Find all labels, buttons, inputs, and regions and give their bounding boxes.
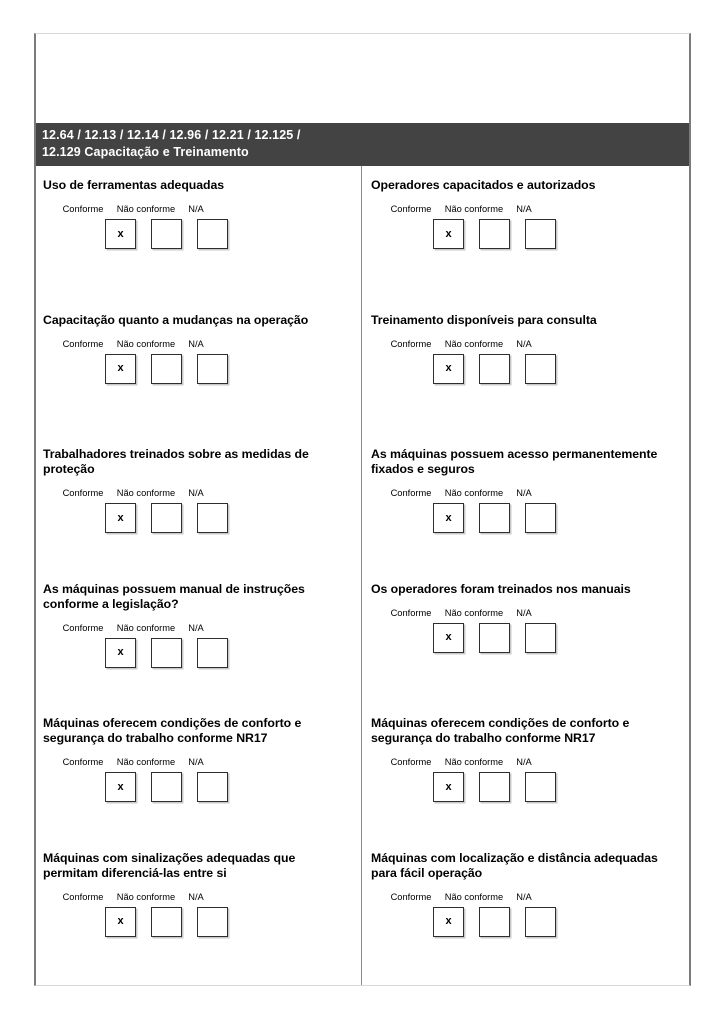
question-text: Operadores capacitados e autorizados: [371, 178, 596, 192]
question-block: [43, 851, 353, 986]
question-block: [371, 447, 681, 582]
checkbox-na[interactable]: [197, 772, 228, 802]
label-na: N/A: [188, 891, 204, 902]
question-block: [371, 582, 681, 717]
answer-checkboxes: [433, 623, 681, 653]
label-nao-conforme: Não conforme: [444, 488, 504, 498]
checkbox-na[interactable]: [197, 638, 228, 668]
answer-area: [43, 332, 353, 384]
label-nao-conforme: Não conforme: [444, 891, 504, 902]
question-text: Capacitação quanto a mudanças na operação: [43, 312, 309, 327]
question-text: Máquinas oferecem condições de conforto e segurança do trabalho conforme NR17: [43, 716, 302, 745]
label-na: N/A: [516, 204, 532, 214]
checkbox-na[interactable]: [525, 907, 556, 937]
checkbox-na[interactable]: [197, 219, 228, 249]
answer-area: [371, 885, 681, 937]
answer-labels: [383, 607, 681, 619]
checklist-table: [34, 33, 691, 986]
checkbox-conforme[interactable]: x: [105, 907, 136, 937]
checkbox-na[interactable]: [525, 503, 556, 533]
checkbox-nao-conforme[interactable]: [151, 907, 182, 937]
checkbox-conforme[interactable]: x: [105, 772, 136, 802]
checkbox-nao-conforme[interactable]: [151, 772, 182, 802]
checkbox-nao-conforme[interactable]: [479, 354, 510, 384]
checkbox-conforme[interactable]: x: [433, 503, 464, 533]
answer-labels: [383, 203, 681, 215]
label-na: N/A: [516, 757, 532, 767]
label-conforme: Conforme: [62, 488, 104, 498]
answer-checkboxes: [433, 772, 681, 802]
answer-area: [43, 885, 353, 937]
label-conforme: Conforme: [62, 622, 104, 633]
answer-area: [371, 332, 681, 384]
checkbox-na[interactable]: [197, 503, 228, 533]
label-na: N/A: [188, 204, 204, 214]
question-text: Treinamento disponíveis para consulta: [371, 312, 597, 327]
question-block: [43, 178, 353, 313]
answer-labels: [55, 338, 353, 350]
question-block: [43, 582, 353, 717]
question-block: [371, 178, 681, 313]
answer-labels: [383, 487, 681, 499]
question-text: As máquinas possuem acesso permanentemente fixados e seguros: [371, 447, 658, 476]
question-block: [43, 313, 353, 448]
label-conforme: Conforme: [62, 204, 104, 214]
checkbox-nao-conforme[interactable]: [151, 354, 182, 384]
answer-area: [371, 750, 681, 802]
answer-area: [371, 481, 681, 533]
answer-labels: [55, 756, 353, 768]
checkbox-conforme[interactable]: x: [433, 772, 464, 802]
checkbox-nao-conforme[interactable]: [479, 503, 510, 533]
answer-labels: [55, 891, 353, 903]
label-nao-conforme: Não conforme: [444, 607, 504, 618]
label-conforme: Conforme: [390, 338, 432, 349]
answer-checkboxes: [433, 503, 681, 533]
question-block: [43, 716, 353, 851]
answer-checkboxes: [105, 638, 353, 668]
question-text: Máquinas oferecem condições de conforto e segurança do trabalho conforme NR17: [371, 716, 630, 745]
label-na: N/A: [188, 757, 204, 767]
checkbox-conforme[interactable]: x: [433, 907, 464, 937]
label-conforme: Conforme: [62, 757, 104, 767]
checklist-columns: [36, 166, 689, 985]
answer-checkboxes: [433, 907, 681, 937]
label-nao-conforme: Não conforme: [116, 204, 176, 214]
checklist-column-right: [362, 166, 689, 985]
checkbox-conforme[interactable]: x: [433, 623, 464, 653]
label-na: N/A: [516, 488, 532, 498]
answer-checkboxes: [105, 772, 353, 802]
label-conforme: Conforme: [390, 757, 432, 767]
checkbox-conforme[interactable]: x: [105, 354, 136, 384]
label-na: N/A: [516, 338, 532, 349]
question-block: [371, 313, 681, 448]
question-block: [371, 716, 681, 851]
question-block: [43, 447, 353, 582]
checkbox-nao-conforme[interactable]: [151, 638, 182, 668]
checkbox-conforme[interactable]: x: [105, 219, 136, 249]
label-conforme: Conforme: [390, 488, 432, 498]
label-conforme: Conforme: [390, 891, 432, 902]
answer-labels: [55, 487, 353, 499]
label-na: N/A: [188, 338, 204, 349]
answer-checkboxes: [105, 219, 353, 249]
table-blank-top-row: [36, 34, 689, 123]
answer-labels: [383, 756, 681, 768]
answer-area: [43, 481, 353, 533]
label-conforme: Conforme: [390, 204, 432, 214]
checkbox-nao-conforme[interactable]: [479, 623, 510, 653]
checkbox-conforme[interactable]: x: [105, 503, 136, 533]
section-header-line-1: 12.64 / 12.13 / 12.14 / 12.96 / 12.21 / 12.125 /: [42, 128, 301, 142]
question-text: Máquinas com localização e distância adequadas para fácil operação: [371, 850, 658, 880]
label-na: N/A: [516, 607, 532, 618]
label-conforme: Conforme: [390, 607, 432, 618]
checkbox-na[interactable]: [197, 907, 228, 937]
checkbox-na[interactable]: [525, 219, 556, 249]
answer-labels: [383, 338, 681, 350]
checkbox-na[interactable]: [197, 354, 228, 384]
question-text: Máquinas com sinalizações adequadas que permitam diferenciá-las entre si: [43, 850, 296, 880]
question-text: Os operadores foram treinados nos manuais: [371, 581, 631, 596]
label-nao-conforme: Não conforme: [444, 204, 504, 214]
label-conforme: Conforme: [62, 891, 104, 902]
answer-labels: [383, 891, 681, 903]
answer-area: [371, 601, 681, 653]
question-text: Trabalhadores treinados sobre as medidas de proteção: [43, 447, 309, 476]
label-na: N/A: [516, 891, 532, 902]
answer-checkboxes: [433, 219, 681, 249]
checkbox-na[interactable]: [525, 354, 556, 384]
answer-labels: [55, 203, 353, 215]
answer-labels: [55, 622, 353, 634]
answer-area: [43, 197, 353, 249]
section-header-line-2: 12.129 Capacitação e Treinamento: [42, 145, 249, 159]
label-nao-conforme: Não conforme: [444, 338, 504, 349]
answer-checkboxes: [105, 503, 353, 533]
label-na: N/A: [188, 622, 204, 633]
label-na: N/A: [188, 488, 204, 498]
answer-area: [43, 750, 353, 802]
label-nao-conforme: Não conforme: [116, 622, 176, 633]
checkbox-conforme[interactable]: x: [433, 354, 464, 384]
label-nao-conforme: Não conforme: [116, 338, 176, 349]
checkbox-conforme[interactable]: x: [105, 638, 136, 668]
checkbox-nao-conforme[interactable]: [479, 219, 510, 249]
answer-area: [371, 197, 681, 249]
question-text: As máquinas possuem manual de instruções conforme a legislação?: [43, 581, 305, 611]
checkbox-nao-conforme[interactable]: [479, 772, 510, 802]
answer-checkboxes: [105, 907, 353, 937]
checkbox-na[interactable]: [525, 772, 556, 802]
label-nao-conforme: Não conforme: [444, 757, 504, 767]
label-nao-conforme: Não conforme: [116, 891, 176, 902]
section-header-band: [36, 123, 689, 166]
label-nao-conforme: Não conforme: [116, 757, 176, 767]
checkbox-nao-conforme[interactable]: [151, 503, 182, 533]
checkbox-nao-conforme[interactable]: [479, 907, 510, 937]
answer-checkboxes: [105, 354, 353, 384]
label-nao-conforme: Não conforme: [116, 488, 176, 498]
question-text: Uso de ferramentas adequadas: [43, 178, 225, 192]
label-conforme: Conforme: [62, 338, 104, 349]
checkbox-conforme[interactable]: x: [433, 219, 464, 249]
checkbox-na[interactable]: [525, 623, 556, 653]
answer-area: [43, 616, 353, 668]
answer-checkboxes: [433, 354, 681, 384]
checklist-column-left: [36, 166, 362, 985]
question-block: [371, 851, 681, 986]
checkbox-nao-conforme[interactable]: [151, 219, 182, 249]
